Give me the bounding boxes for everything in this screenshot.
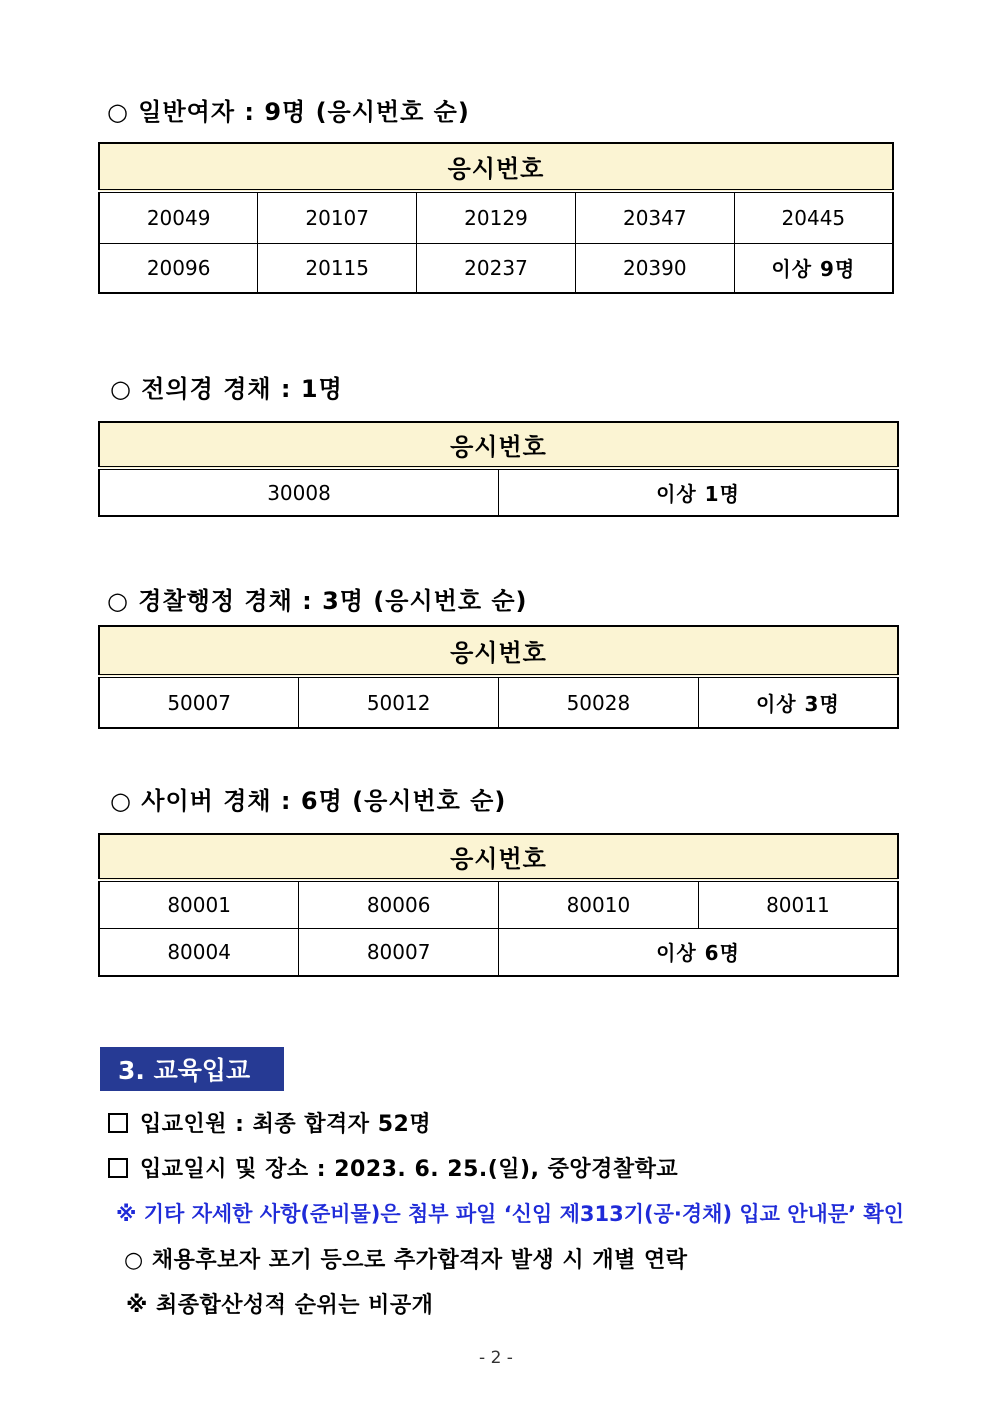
table-row xyxy=(99,191,893,243)
table-cell: 20347 xyxy=(575,191,734,243)
table-cell: 20107 xyxy=(258,191,417,243)
education-ranking: ※ 최종합산성적 순위는 비공개 xyxy=(126,1293,434,1318)
table-cell: 30008 xyxy=(99,468,499,516)
table-cell: 20049 xyxy=(99,191,258,243)
table-cell: 20445 xyxy=(734,191,893,243)
education-extra: ○ 채용후보자 포기 등으로 추가합격자 발생 시 개별 연락 xyxy=(124,1248,688,1273)
table-cell: 20237 xyxy=(417,243,576,293)
table-cell: 80011 xyxy=(698,880,898,928)
table-cell: 50007 xyxy=(99,676,299,728)
table-cell: 20390 xyxy=(575,243,734,293)
section-heading-cyber: ○ 사이버 경채 : 6명 (응시번호 순) xyxy=(110,787,507,815)
table-cell-total: 이상 6명 xyxy=(499,928,899,976)
education-personnel xyxy=(108,1107,431,1138)
table-cell-total: 이상 9명 xyxy=(734,243,893,293)
table-cell: 20129 xyxy=(417,191,576,243)
checkbox-icon xyxy=(108,1113,128,1133)
table-row xyxy=(99,243,893,293)
table-row xyxy=(99,676,898,728)
table-row xyxy=(99,468,898,516)
table-header: 응시번호 xyxy=(99,834,898,880)
table-row xyxy=(99,928,898,976)
table-header: 응시번호 xyxy=(99,626,898,676)
table-cell: 50028 xyxy=(499,676,699,728)
table-cell: 50012 xyxy=(299,676,499,728)
section-heading-riot-police: ○ 전의경 경채 : 1명 xyxy=(110,375,343,403)
table-cell-total: 이상 3명 xyxy=(698,676,898,728)
section-title-education: 3. 교육입교 xyxy=(100,1047,284,1091)
table-cell: 20115 xyxy=(258,243,417,293)
table-cell-total: 이상 1명 xyxy=(499,468,899,516)
table-row xyxy=(99,880,898,928)
table-police-admin xyxy=(98,625,899,729)
table-header: 응시번호 xyxy=(99,422,898,468)
table-riot-police xyxy=(98,421,899,517)
table-cell: 80010 xyxy=(499,880,699,928)
education-schedule xyxy=(108,1152,678,1183)
table-cell: 20096 xyxy=(99,243,258,293)
checkbox-icon xyxy=(108,1158,128,1178)
education-personnel-text: 입교인원 : 최종 합격자 52명 xyxy=(140,1112,432,1137)
education-note: ※ 기타 자세한 사항(준비물)은 첨부 파일 ‘신임 제313기(공·경채) 입교 안내문’ 확인 xyxy=(116,1202,904,1226)
page-number: - 2 - xyxy=(479,1348,513,1368)
table-cell: 80001 xyxy=(99,880,299,928)
table-cell: 80006 xyxy=(299,880,499,928)
section-heading-general-female: ○ 일반여자 : 9명 (응시번호 순) xyxy=(107,98,470,126)
table-cell: 80004 xyxy=(99,928,299,976)
section-heading-police-admin: ○ 경찰행정 경채 : 3명 (응시번호 순) xyxy=(107,587,528,615)
table-cell: 80007 xyxy=(299,928,499,976)
table-header: 응시번호 xyxy=(99,143,893,191)
education-schedule-text: 입교일시 및 장소 : 2023. 6. 25.(일), 중앙경찰학교 xyxy=(140,1157,679,1182)
table-cyber xyxy=(98,833,899,977)
table-general-female xyxy=(98,142,894,294)
